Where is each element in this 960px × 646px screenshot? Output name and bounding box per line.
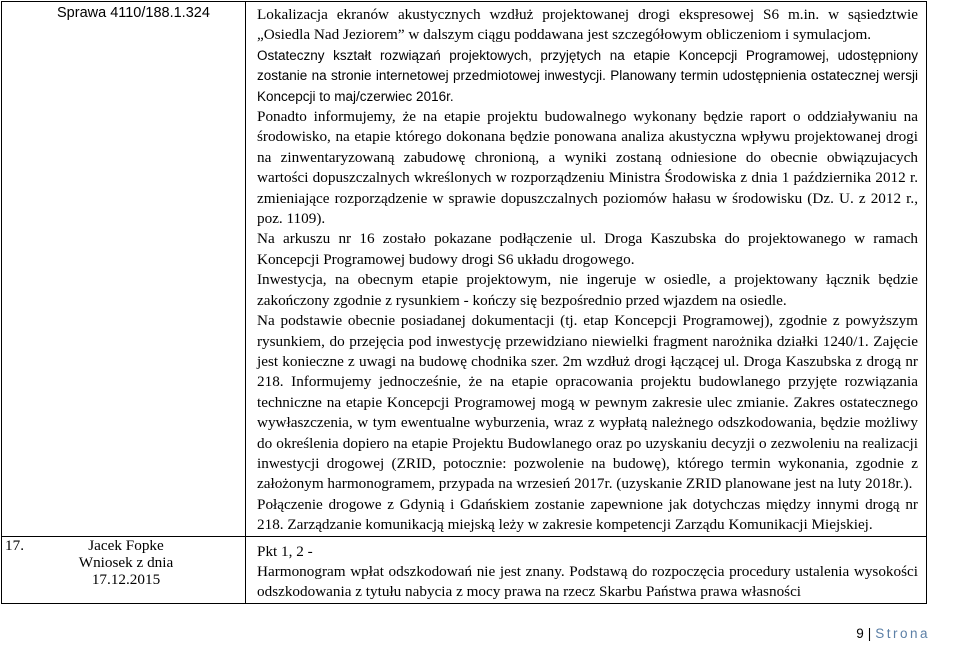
page-word: Strona [875,626,930,641]
entry-response-cell [246,536,927,603]
paragraph-noise-barriers: Lokalizacja ekranów akustycznych wzdłuż projektowanej drogi ekspresowej S6 m.in. w sąsiedztwie „Osiedla Nad Jeziorem” w dalszym ciągu poddawana jest szczegółowym obliczeniom i symulacjom. [257,6,918,44]
entry-number: 17. [5,536,24,554]
case-reference: Sprawa 4110/188.1.324 [57,5,210,21]
response-cell [246,2,927,537]
point-label: Pkt 1, 2 - [257,542,313,560]
document-table [1,1,927,604]
entry-doc: Wniosek z dnia [78,553,174,571]
paragraph-road-connection: Połączenie drogowe z Gdynią i Gdańskiem zostanie zapewnione jak dotychczas między innymi drogą nr 218. Zarządzanie komunikacją miejską leży w zakresie kompetencji Zarządu Komunikacji Miejskiej. [257,495,918,534]
case-cell [2,2,246,537]
paragraph-investment-scope: Inwestycja, na obecnym etapie projektowym, nie ingeruje w osiedle, a projektowany łącznik będzie zakończony zgodnie z rysunkiem - kończy się bezpośrednio przed wjazdem na osiedle. [257,271,918,309]
page-footer [856,626,930,641]
paragraph-sheet-16: Na arkuszu nr 16 zostało pokazane podłączenie ul. Droga Kaszubska do projektowanego w ramach Koncepcji Programowej budowy drogi S6 układu drogowego. [257,230,918,268]
page-number: 9 [856,626,864,641]
entry-name: Jacek Fopke [88,536,164,554]
table-row [2,2,927,537]
paragraph-expropriation: Na podstawie obecnie posiadanej dokumentacji (tj. etap Koncepcji Programowej), zgodnie z powyższym rysunkiem, do przejęcia pod inwestycję przewidziano niewielki fragment narożnika działki 1240/1. Zajęcie jest konieczne z uwagi na budowę chodnika szer. 2m wzdłuż drogi łączącej ul. Droga Kaszubska z drogą nr 218. Informujemy jednocześnie, że na etapie opracowania projektu budowlanego przyjęte rozwiązania techniczne na etapie Koncepcji Programowej mogą w pewnym zakresie ulec zmianie. Zakres ostatecznego wywłaszczenia, w tym ewentualne wyburzenia, wraz z wypłatą należnego odszkodowania, będzie możliwy do określenia dopiero na etapie Projektu Budowlanego oraz po uzyskaniu decyzji o zezwoleniu na realizacji inwestycji drogowej (ZRID, potocznie: pozwolenie na budowę), którego termin wykonania, zgodnie z założonym harmonogramem, przypada na wrzesień 2017r. (uzyskanie ZRID planowane jest na luty 2018r.). [257,312,918,493]
entry-response-text [246,537,926,603]
paragraph-concept-publication: Ostateczny kształt rozwiązań projektowych, przyjętych na etapie Koncepcji Programowej, udostępniony zostanie na stronie internetowej przedmiotowej inwestycji. Planowany termin udostępnienia ostatecznej wersji Koncepcji to maj/czerwiec 2016r. [257,47,918,104]
table-row [2,536,927,603]
entry-cell [2,536,246,603]
paragraph-compensation: Harmonogram wpłat odszkodowań nie jest znany. Podstawą do rozpoczęcia procedury ustalenia wysokości odszkodowania z tytułu nabycia z mocy prawa na rzecz Skarbu Państwa prawa własności [257,562,918,601]
footer-separator: | [867,626,872,641]
entry-block [2,537,186,588]
entry-date: 17.12.2015 [91,570,161,588]
response-text [246,2,926,536]
paragraph-environment-report: Ponadto informujemy, że na etapie projektu budowalnego wykonany będzie raport o oddziaływaniu na środowisko, na etapie którego dokonana będzie ponowana analiza akustyczna wpływu projektowanej drogi na zinwentaryzowaną zabudowę chronioną, a wyniki zostaną odniesione do obecnie obwiązujacych wartości dopuszczalnych wkreślonych w rozporządzeniu Ministra Środowiska z dnia 1 października 2012 r. zmieniające rozporządzenie w sprawie dopuszczalnych poziomów hałasu w środowisku (Dz. U. z 2012 r., poz. 1109). [257,108,918,228]
